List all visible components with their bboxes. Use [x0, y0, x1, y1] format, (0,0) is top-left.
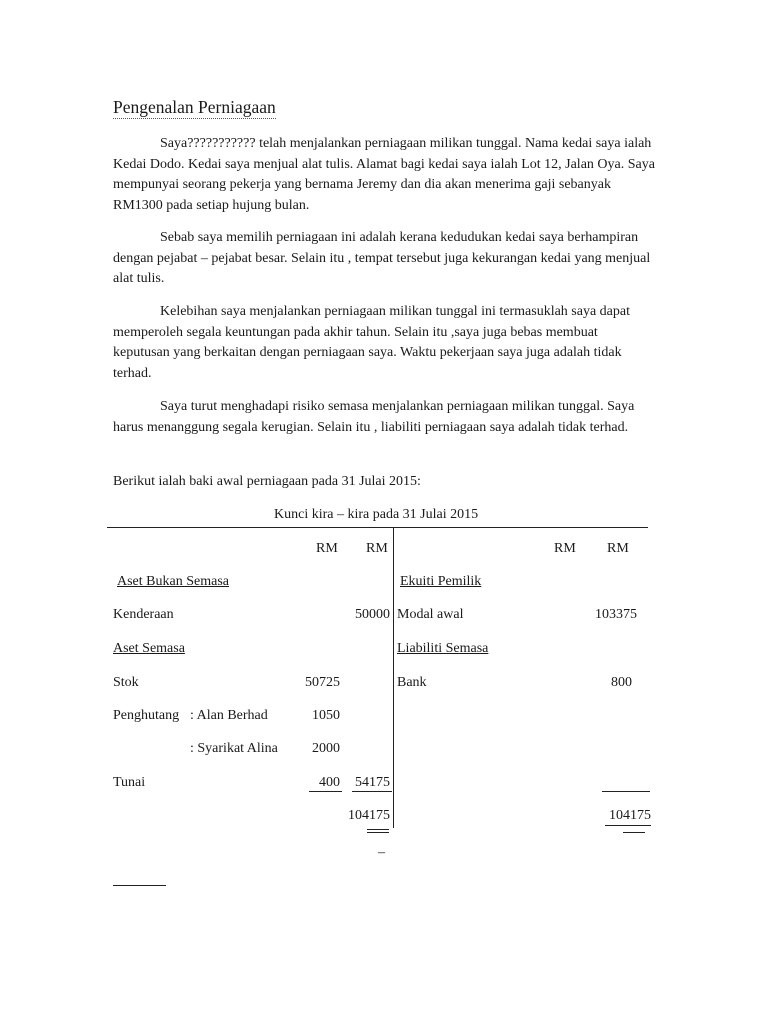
debtor-syarikat-alina: : Syarikat Alina [190, 741, 278, 756]
vehicle-label: Kenderaan [113, 607, 174, 622]
cash-label: Tunai [113, 775, 146, 790]
table-top-rule [107, 527, 648, 528]
debtor-alina-value: 2000 [312, 741, 340, 756]
debtor-alan-berhad: : Alan Berhad [190, 708, 268, 723]
right-total-underline [605, 825, 651, 826]
paragraph-advantages: Kelebihan saya menjalankan perniagaan milikan tunggal ini termasuklah saya dapat memperoleh segala keuntungan pada akhir tahun. Selain itu ,saya juga bebas membuat keputusan yang berkaitan dengan perniagaan saya. Waktu pekerjaan saya juga adalah tidak terhad. [113, 304, 630, 381]
page-title: Pengenalan Perniagaan [113, 97, 276, 117]
stray-dash: – [378, 845, 385, 860]
paragraph-reason: Sebab saya memilih perniagaan ini adalah kerana kedudukan kedai saya berhampiran dengan pejabat – pejabat besar. Selain itu , tempat tersebut juga kekurangan kedai yang menjual alat tulis. [113, 230, 651, 286]
rm-header-right-2: RM [607, 541, 629, 556]
cash-underline [309, 791, 342, 792]
capital-label: Modal awal [397, 607, 464, 622]
capital-value: 103375 [595, 607, 637, 622]
section-non-current-assets: Aset Bukan Semasa [117, 574, 229, 589]
balance-sheet-heading: Kunci kira – kira pada 31 Julai 2015 [274, 507, 479, 522]
left-grand-total: 104175 [348, 808, 390, 823]
left-total-double-rule-1 [367, 829, 389, 830]
current-assets-total: 54175 [355, 775, 390, 790]
rm-header-right-1: RM [554, 541, 576, 556]
vehicle-value: 50000 [355, 607, 390, 622]
debtors-label: Penghutang [113, 708, 180, 723]
paragraph-risks: Saya turut menghadapi risiko semasa menjalankan perniagaan milikan tunggal. Saya harus menanggung segala kerugian. Selain itu , liabiliti perniagaan saya adalah tidak terhad. [113, 399, 635, 435]
left-total-double-rule-2 [367, 832, 389, 833]
right-total-double-rule [623, 832, 645, 833]
footer-rule [113, 885, 166, 886]
section-owner-equity: Ekuiti Pemilik [400, 574, 482, 589]
right-grand-total: 104175 [609, 808, 651, 823]
section-current-assets: Aset Semasa [113, 641, 185, 656]
right-subtotal-rule [602, 791, 650, 792]
section-current-liabilities: Liabiliti Semasa [397, 641, 489, 656]
bank-label: Bank [397, 675, 427, 690]
table-center-rule [393, 527, 394, 828]
stock-value: 50725 [305, 675, 340, 690]
debtor-alan-value: 1050 [312, 708, 340, 723]
balance-intro-line: Berikut ialah baki awal perniagaan pada 31 Julai 2015: [113, 474, 421, 489]
rm-header-left-1: RM [316, 541, 338, 556]
bank-value: 800 [611, 675, 632, 690]
paragraph-intro: Saya??????????? telah menjalankan perniagaan milikan tunggal. Nama kedai saya ialah Kedai Dodo. Kedai saya menjual alat tulis. Alamat bagi kedai saya ialah Lot 12, Jalan Oya. Saya mempunyai seorang pekerja yang bernama Jeremy dan dia akan menerima gaji sebanyak RM1300 pada setiap hujung bulan. [113, 136, 655, 213]
cash-value: 400 [319, 775, 340, 790]
rm-header-left-2: RM [366, 541, 388, 556]
stock-label: Stok [113, 675, 139, 690]
current-total-underline [352, 791, 392, 792]
